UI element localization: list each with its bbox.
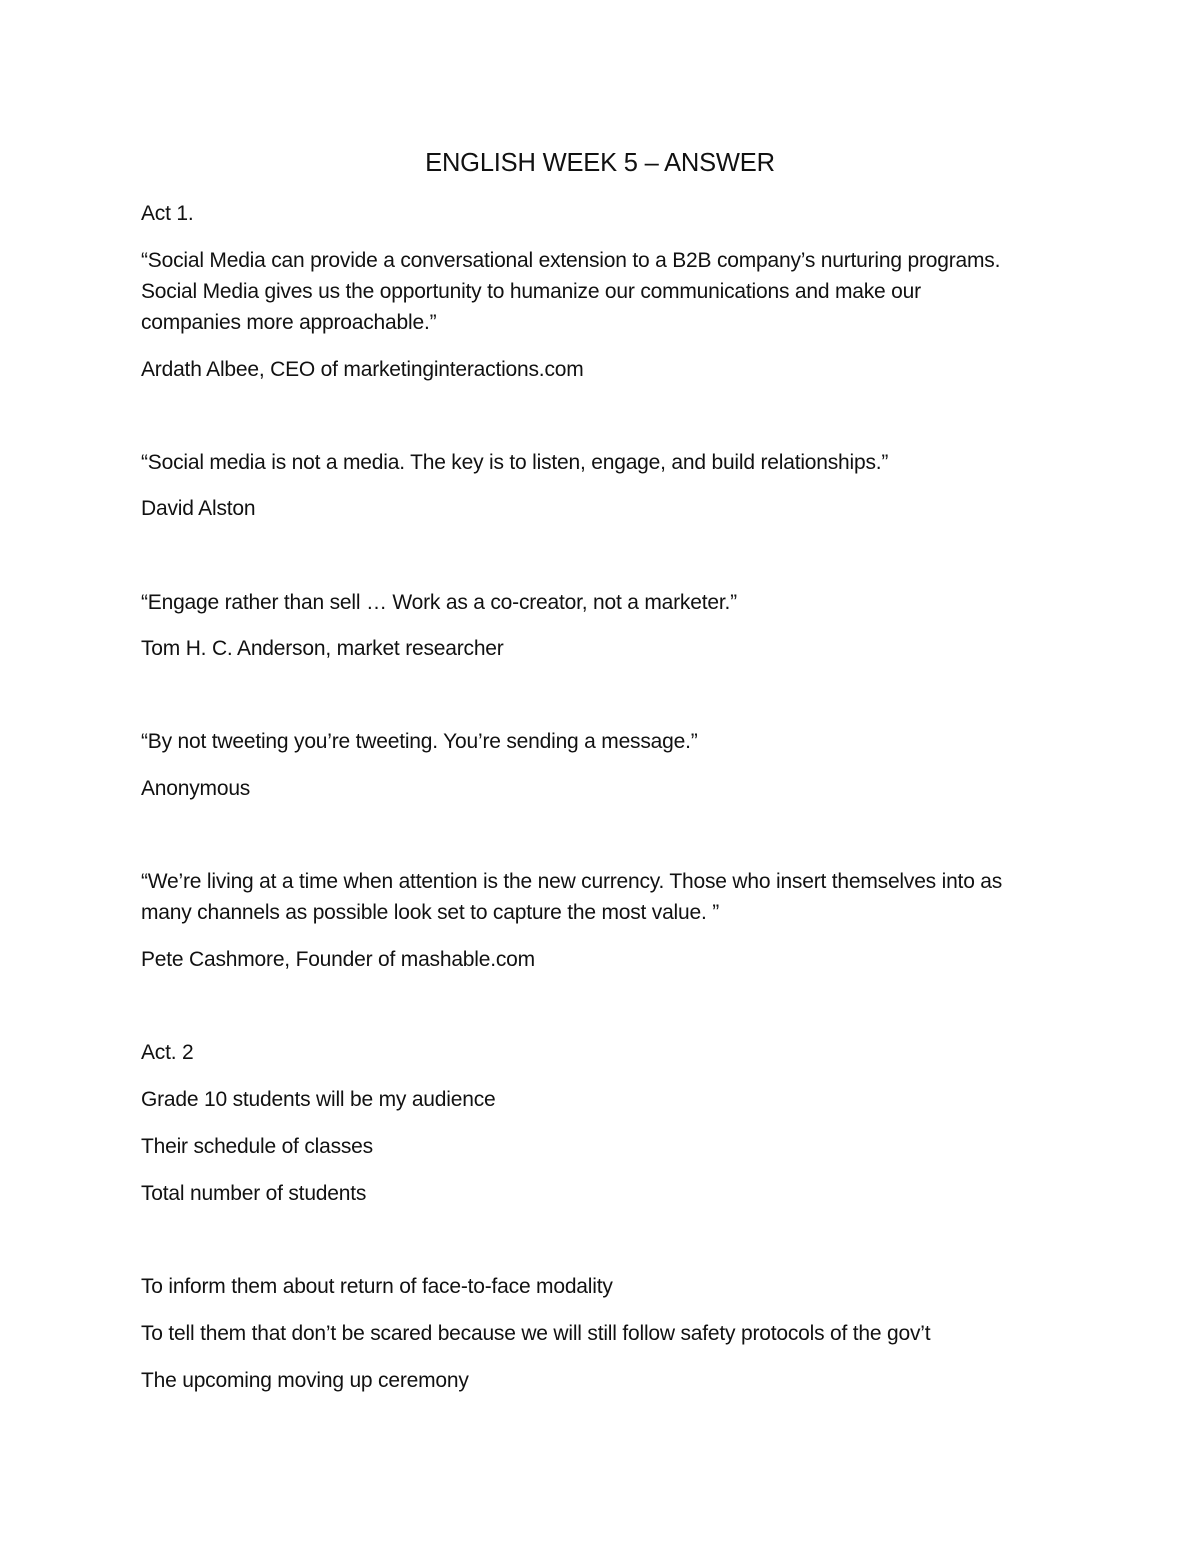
audience-item-3: Total number of students bbox=[141, 1182, 367, 1205]
quote-1-line-1: “Social Media can provide a conversational extension to a B2B company’s nurturing programs. bbox=[141, 249, 1001, 272]
audience-item-1: Grade 10 students will be my audience bbox=[141, 1088, 496, 1111]
quote-3-author: Tom H. C. Anderson, market researcher bbox=[141, 637, 504, 660]
quote-4-author: Anonymous bbox=[141, 777, 251, 800]
quote-1-author: Ardath Albee, CEO of marketinginteractions.com bbox=[141, 358, 584, 381]
document-title: ENGLISH WEEK 5 – ANSWER bbox=[425, 149, 775, 177]
quote-5-line-1: “We’re living at a time when attention is the new currency. Those who insert themselves into as bbox=[141, 870, 1003, 893]
audience-item-2: Their schedule of classes bbox=[141, 1135, 373, 1158]
quote-2-author: David Alston bbox=[141, 497, 256, 520]
purpose-item-3: The upcoming moving up ceremony bbox=[141, 1369, 469, 1392]
act2-heading: Act. 2 bbox=[141, 1041, 194, 1064]
quote-2-line-1: “Social media is not a media. The key is to listen, engage, and build relationships.” bbox=[141, 451, 889, 474]
quote-5-line-2: many channels as possible look set to capture the most value. ” bbox=[141, 901, 720, 924]
act1-heading: Act 1. bbox=[141, 202, 194, 225]
quote-1-line-3: companies more approachable.” bbox=[141, 311, 437, 334]
quote-4-line-1: “By not tweeting you’re tweeting. You’re sending a message.” bbox=[141, 730, 698, 753]
purpose-item-2: To tell them that don’t be scared because we will still follow safety protocols of the gov’t bbox=[141, 1322, 931, 1345]
quote-1-line-2: Social Media gives us the opportunity to humanize our communications and make our bbox=[141, 280, 921, 303]
purpose-item-1: To inform them about return of face-to-face modality bbox=[141, 1275, 613, 1298]
quote-5-author: Pete Cashmore, Founder of mashable.com bbox=[141, 948, 535, 971]
quote-3-line-1: “Engage rather than sell … Work as a co-creator, not a marketer.” bbox=[141, 591, 737, 614]
